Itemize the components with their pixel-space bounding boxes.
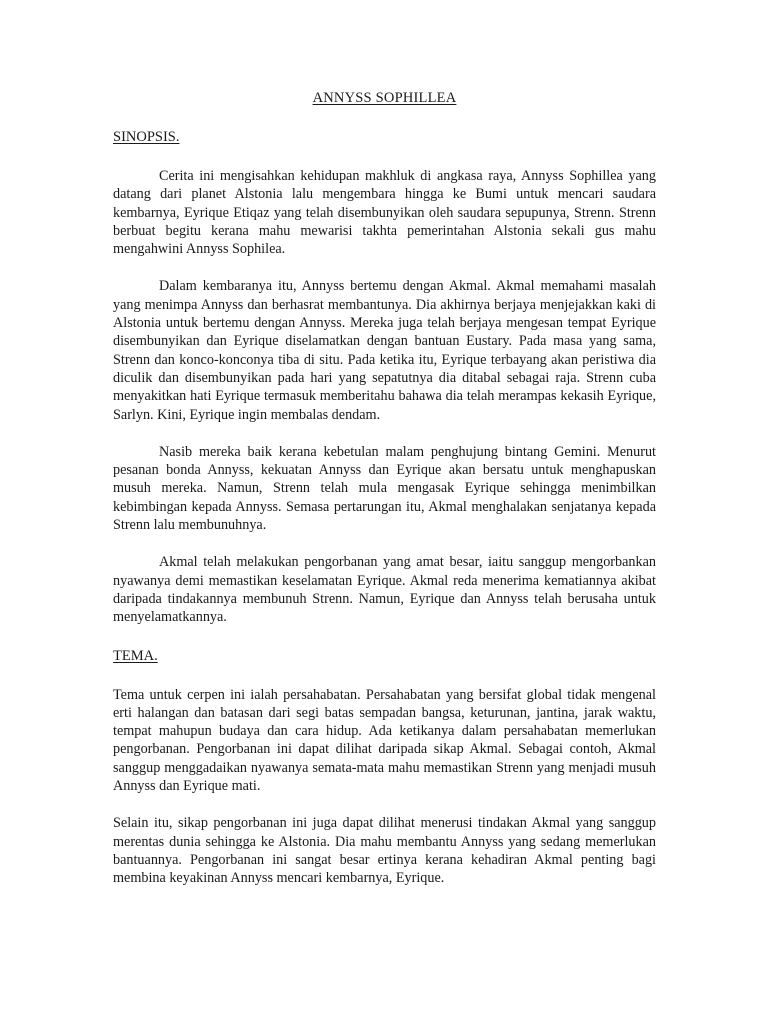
sinopsis-paragraph-3: Nasib mereka baik kerana kebetulan malam penghujung bintang Gemini. Menurut pesanan bonda Annyss, kekuatan Annyss dan Eyrique akan bersatu untuk menghapuskan musuh mereka. Namun, Strenn telah mula mengasak Eyrique sehingga menimbilkan kebimbingan kepada Annyss. Semasa pertarungan itu, Akmal menghalakan senjatanya kepada Strenn lalu membunuhnya.: [113, 443, 656, 534]
sinopsis-paragraph-1: Cerita ini mengisahkan kehidupan makhluk di angkasa raya, Annyss Sophillea yang datang dari planet Alstonia lalu mengembara hingga ke Bumi untuk mencari saudara kembarnya, Eyrique Etiqaz yang telah disembunyikan oleh saudara sepupunya, Strenn. Strenn berbuat begitu kerana mahu mewarisi takhta pemerintahan Alstonia sekali gus mahu mengahwini Annyss Sophilea.: [113, 168, 656, 258]
sinopsis-heading: SINOPSIS.: [113, 129, 180, 145]
section-tema: [113, 646, 656, 888]
sinopsis-paragraph-2: Dalam kembaranya itu, Annyss bertemu dengan Akmal. Akmal memahami masalah yang menimpa Annyss dan berhasrat membantunya. Dia akhirnya berjaya menjejakkan kaki di Alstonia untuk bertemu dengan Annyss. Mereka juga telah berjaya mengesan tempat Eyrique disembunyikan dan Eyrique diselamatkan dengan bantuan Eustary. Pada masa yang sama, Strenn dan konco-konconya tiba di situ. Pada ketika itu, Eyrique terbayang akan peristiwa dia diculik dan disembunyikan pada hari yang sepatutnya dia ditabal sebagai raja. Strenn cuba menyakitkan hati Eyrique termasuk memberitahu bahawa dia telah merampas kekasih Eyrique, Sarlyn. Kini, Eyrique ingin membalas dendam.: [113, 278, 656, 423]
tema-paragraph-1: Tema untuk cerpen ini ialah persahabatan. Persahabatan yang bersifat global tidak mengenal erti halangan dan batasan dari segi batas sempadan bangsa, keturunan, jantina, jarak waktu, tempat mahupun budaya dan cara hidup. Ada ketikanya dalam persahabatan memerlukan pengorbanan. Pengorbanan ini dapat dilihat daripada sikap Akmal. Sebagai contoh, Akmal sanggup menggadaikan nyawanya semata-mata mahu memastikan Strenn yang menjadi musuh Annyss dan Eyrique mati.: [113, 686, 656, 795]
document-title: ANNYSS SOPHILLEA: [312, 90, 457, 106]
tema-heading: TEMA.: [113, 647, 158, 664]
sinopsis-paragraph-4: Akmal telah melakukan pengorbanan yang amat besar, iaitu sanggup mengorbankan nyawanya demi memastikan keselamatan Eyrique. Akmal reda menerima kematiannya akibat daripada tindakannya membunuh Strenn. Namun, Eyrique dan Annyss telah berusaha untuk menyelamatkannya.: [113, 554, 656, 626]
section-sinopsis: [113, 127, 656, 627]
tema-paragraph-2: Selain itu, sikap pengorbanan ini juga dapat dilihat menerusi tindakan Akmal yang sanggup merentas dunia sehingga ke Alstonia. Dia mahu membantu Annyss yang sedang memerlukan bantuannya. Pengorbanan ini sangat besar ertinya kerana kehadiran Akmal penting bagi membina keyakinan Annyss mencari kembarnya, Eyrique.: [113, 815, 656, 887]
document-page: [113, 88, 656, 907]
